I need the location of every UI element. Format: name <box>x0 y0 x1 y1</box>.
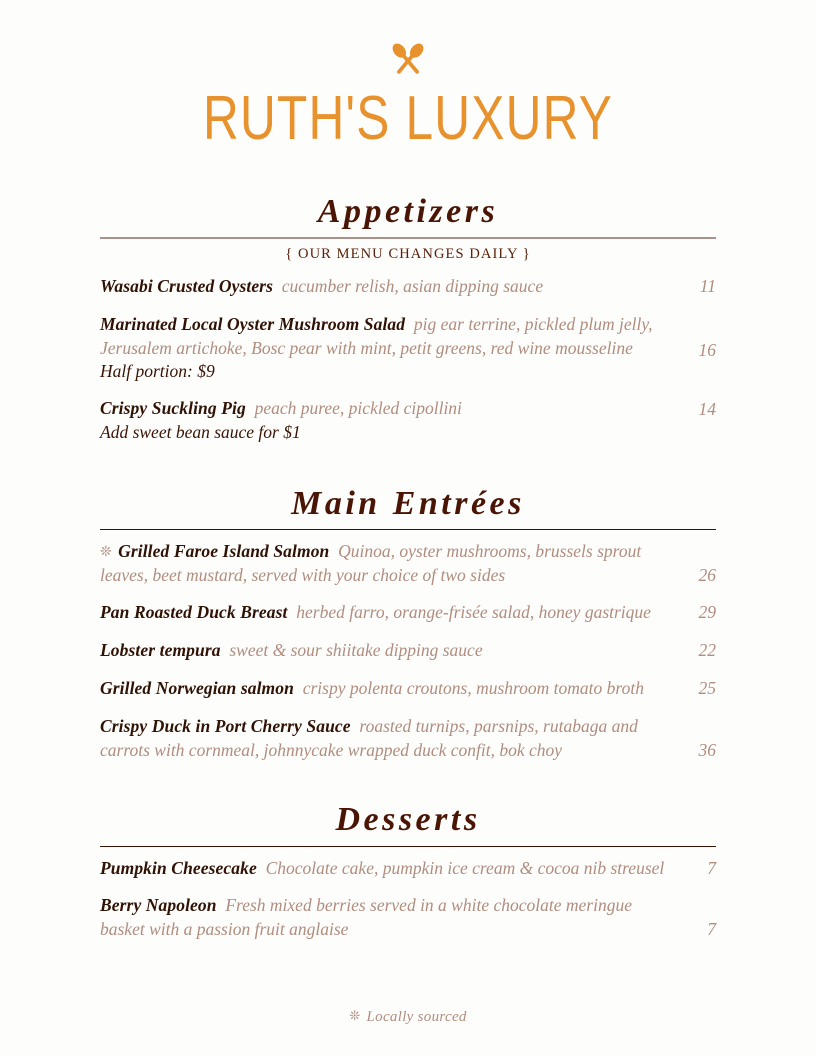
menu-item-list <box>100 530 716 763</box>
section-header <box>100 800 716 846</box>
menu-item-text <box>100 540 674 588</box>
menu-item-name: Pan Roasted Duck Breast <box>100 602 288 623</box>
section-appetizers <box>100 150 716 444</box>
locally-sourced-asterisk-icon: ❊ <box>349 1008 361 1023</box>
menu-item-name: Crispy Suckling Pig <box>100 398 246 419</box>
menu-item[interactable] <box>100 857 716 881</box>
menu-item[interactable] <box>100 677 716 701</box>
menu-item-list <box>100 847 716 942</box>
crossed-spoons-icon <box>100 38 716 84</box>
menu-item-text <box>100 639 674 663</box>
section-desserts <box>100 762 716 941</box>
menu-item-name: Grilled Norwegian salmon <box>100 678 294 699</box>
menu-item-price: 36 <box>698 739 716 760</box>
section-title: Main Entrées <box>291 484 525 522</box>
menu-item-text <box>100 397 674 444</box>
menu-item[interactable] <box>100 601 716 625</box>
section-main-entrees <box>100 444 716 763</box>
menu-item-price: 22 <box>698 640 716 661</box>
menu-item-price: 11 <box>699 276 716 297</box>
menu-item-price: 7 <box>707 857 716 878</box>
menu-item-name: Wasabi Crusted Oysters <box>100 276 274 297</box>
footer-legend <box>0 1008 816 1026</box>
menu-item-price: 26 <box>698 564 716 585</box>
menu-item-note: Half portion: $9 <box>100 361 215 382</box>
menu-item-description: herbed farro, orange-frisée salad, honey gastrique <box>296 602 651 623</box>
menu-item-name: Lobster tempura <box>100 640 221 661</box>
menu-item[interactable] <box>100 715 716 763</box>
menu-item-price: 7 <box>707 919 716 940</box>
menu-item-description: roasted turnips, parsnips, rutabaga and carrots with cornmeal, johnnycake wrapped duck confit, bok choy <box>100 715 638 760</box>
menu-item-price: 16 <box>698 340 716 361</box>
menu-item-list <box>100 265 716 444</box>
menu-item-text <box>100 715 674 763</box>
locally-sourced-asterisk-icon: ❊ <box>100 544 112 560</box>
menu-item-description: cucumber relish, asian dipping sauce <box>281 276 544 297</box>
menu-item-name: Crispy Duck in Port Cherry Sauce <box>100 715 351 736</box>
menu-item-description: pig ear terrine, pickled plum jelly, Jerusalem artichoke, Bosc pear with mint, petit greens, red wine mousseline <box>100 313 653 358</box>
section-header <box>100 192 716 265</box>
restaurant-name: RUTH'S LUXURY <box>202 84 613 153</box>
menu-item-price: 29 <box>698 602 716 623</box>
menu-item-description: sweet & sour shiitake dipping sauce <box>229 640 483 661</box>
menu-item-text <box>100 601 674 625</box>
menu-item-text <box>100 894 674 942</box>
menu-item[interactable] <box>100 894 716 942</box>
menu-item-name: Berry Napoleon <box>100 895 217 916</box>
masthead <box>100 0 716 153</box>
menu-item-name: Marinated Local Oyster Mushroom Salad <box>100 313 406 334</box>
menu-item-name: Grilled Faroe Island Salmon <box>118 540 330 561</box>
menu-item-price: 14 <box>698 398 716 419</box>
menu-item-description: Quinoa, oyster mushrooms, brussels sprout leaves, beet mustard, served with your choice of two sides <box>100 540 642 585</box>
menu-item[interactable] <box>100 540 716 588</box>
menu-item[interactable] <box>100 397 716 444</box>
menu-item-text <box>100 857 674 881</box>
section-note: { OUR MENU CHANGES DAILY } <box>285 246 531 263</box>
menu-item-text <box>100 313 674 383</box>
menu-item-name: Pumpkin Cheesecake <box>100 857 257 878</box>
menu-item[interactable] <box>100 313 716 383</box>
menu-item-description: Fresh mixed berries served in a white chocolate meringue basket with a passion fruit anglaise <box>100 895 632 940</box>
footer-legend-text: Locally sourced <box>366 1009 467 1025</box>
menu-item-text <box>100 275 674 299</box>
menu-item[interactable] <box>100 275 716 299</box>
menu-item-description: Chocolate cake, pumpkin ice cream & cocoa nib streusel <box>265 857 665 878</box>
menu-item-description: crispy polenta croutons, mushroom tomato broth <box>302 678 644 699</box>
section-title: Appetizers <box>317 193 499 230</box>
menu-item-description: peach puree, pickled cipollini <box>254 398 462 419</box>
menu-item-text <box>100 677 674 701</box>
menu-item-note: Add sweet bean sauce for $1 <box>100 422 301 443</box>
section-header <box>100 484 716 530</box>
section-title: Desserts <box>335 801 481 839</box>
menu-item-price: 25 <box>698 678 716 699</box>
menu-item[interactable] <box>100 639 716 663</box>
